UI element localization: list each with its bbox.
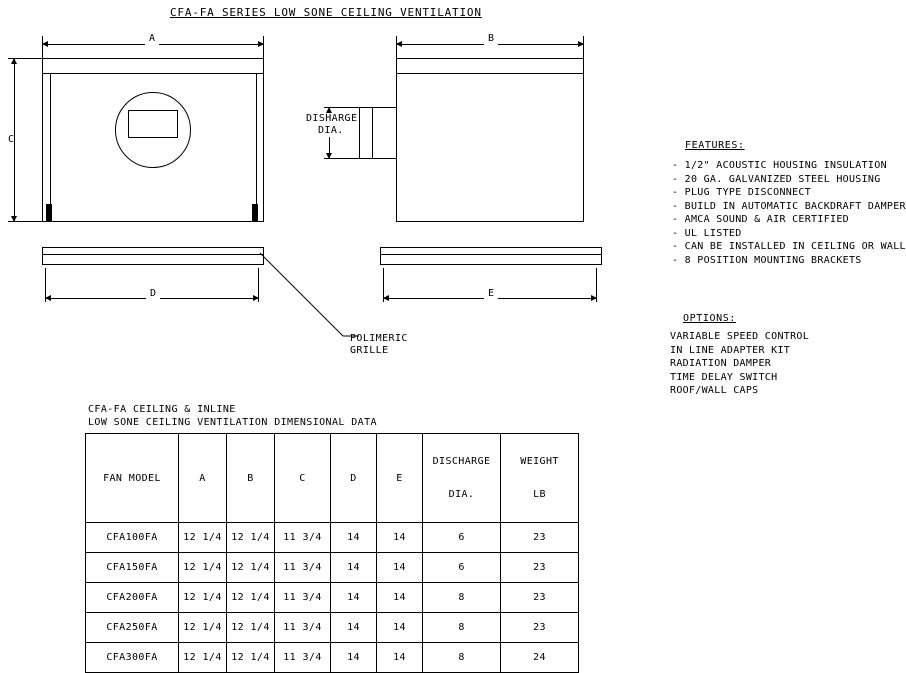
table-header-row — [86, 434, 579, 523]
cell-e: 14 — [377, 583, 423, 613]
cell-d: 14 — [331, 643, 377, 673]
plan-view-right-body — [380, 247, 602, 265]
feature-item: - 20 GA. GALVANIZED STEEL HOUSING — [672, 173, 881, 185]
dim-e-ext-right — [596, 268, 597, 302]
option-item: ROOF/WALL CAPS — [670, 385, 759, 396]
front-view-grille-rect — [128, 110, 178, 138]
dim-e-ext-left — [383, 268, 384, 302]
cell-discharge: 8 — [423, 613, 501, 643]
dim-label-e: E — [484, 288, 498, 300]
header-b: B — [227, 434, 275, 523]
dim-label-b: B — [484, 33, 498, 45]
cell-model: CFA150FA — [86, 553, 179, 583]
table-row — [86, 553, 579, 583]
cell-b: 12 1/4 — [227, 613, 275, 643]
table-row — [86, 643, 579, 673]
front-view-foot-right — [252, 204, 258, 221]
cell-weight: 23 — [501, 553, 579, 583]
dim-b-ext-right — [583, 36, 584, 58]
table-row — [86, 523, 579, 553]
header-a: A — [179, 434, 227, 523]
header-weight — [501, 434, 579, 523]
front-view-top-band — [43, 73, 263, 74]
option-item: IN LINE ADAPTER KIT — [670, 344, 791, 356]
feature-item: - BUILD IN AUTOMATIC BACKDRAFT DAMPER — [672, 200, 906, 212]
table-caption-line1: CFA-FA CEILING & INLINE — [88, 404, 236, 415]
cell-c: 11 3/4 — [275, 583, 331, 613]
cell-c: 11 3/4 — [275, 643, 331, 673]
header-weight-line2: LB — [533, 489, 546, 500]
cell-d: 14 — [331, 613, 377, 643]
cell-e: 14 — [377, 643, 423, 673]
cell-c: 11 3/4 — [275, 613, 331, 643]
cell-model: CFA100FA — [86, 523, 179, 553]
table-row — [86, 583, 579, 613]
header-d: D — [331, 434, 377, 523]
plan-view-left-body — [42, 247, 264, 265]
cell-weight: 23 — [501, 523, 579, 553]
cell-e: 14 — [377, 523, 423, 553]
page-title: CFA-FA SERIES LOW SONE CEILING VENTILATION — [170, 6, 482, 19]
side-view-housing — [396, 58, 584, 222]
table-caption-line2: LOW SONE CEILING VENTILATION DIMENSIONAL DATA — [88, 417, 377, 428]
cell-a: 12 1/4 — [179, 553, 227, 583]
dim-discharge-ext-top — [324, 107, 362, 108]
dim-c-ext-top — [8, 58, 44, 59]
front-view-bracket-left — [50, 73, 51, 221]
feature-item: - UL LISTED — [672, 227, 742, 239]
dimensional-data-table-wrap — [85, 433, 579, 673]
side-view-discharge-collar — [359, 107, 397, 159]
header-discharge-dia — [423, 434, 501, 523]
cell-b: 12 1/4 — [227, 643, 275, 673]
cell-discharge: 6 — [423, 523, 501, 553]
header-weight-line1: WEIGHT — [520, 456, 559, 467]
cell-model: CFA300FA — [86, 643, 179, 673]
option-item: VARIABLE SPEED CONTROL — [670, 331, 810, 342]
header-fan-model: FAN MODEL — [86, 434, 179, 523]
grille-callout-leader — [255, 250, 365, 345]
grille-callout-line1: POLIMERIC — [350, 333, 408, 344]
front-view-foot-left — [46, 204, 52, 221]
dim-label-c: C — [8, 134, 15, 145]
cell-discharge: 8 — [423, 643, 501, 673]
cell-discharge: 6 — [423, 553, 501, 583]
feature-item: - 1/2" ACOUSTIC HOUSING INSULATION — [672, 160, 887, 171]
cell-d: 14 — [331, 523, 377, 553]
cell-e: 14 — [377, 553, 423, 583]
options-list — [670, 330, 895, 398]
header-discharge-line2: DIA. — [448, 489, 475, 500]
cell-b: 12 1/4 — [227, 583, 275, 613]
table-row — [86, 613, 579, 643]
cell-a: 12 1/4 — [179, 583, 227, 613]
cell-weight: 23 — [501, 613, 579, 643]
dim-d-ext-left — [45, 268, 46, 302]
cell-d: 14 — [331, 583, 377, 613]
feature-item: - PLUG TYPE DISCONNECT — [672, 187, 812, 198]
cell-weight: 23 — [501, 583, 579, 613]
cell-a: 12 1/4 — [179, 523, 227, 553]
grille-callout-line2: GRILLE — [350, 345, 389, 356]
dim-c-ext-bottom — [8, 221, 44, 222]
cell-model: CFA250FA — [86, 613, 179, 643]
cell-discharge: 8 — [423, 583, 501, 613]
cell-d: 14 — [331, 553, 377, 583]
feature-item: - CAN BE INSTALLED IN CEILING OR WALL — [672, 241, 906, 252]
dimensional-data-table — [85, 433, 579, 673]
cell-b: 12 1/4 — [227, 553, 275, 583]
cell-weight: 24 — [501, 643, 579, 673]
cell-a: 12 1/4 — [179, 613, 227, 643]
options-heading: OPTIONS: — [683, 313, 736, 324]
dim-a-ext-right — [263, 36, 264, 58]
header-c: C — [275, 434, 331, 523]
header-e: E — [377, 434, 423, 523]
cell-c: 11 3/4 — [275, 553, 331, 583]
cell-b: 12 1/4 — [227, 523, 275, 553]
cell-e: 14 — [377, 613, 423, 643]
features-heading: FEATURES: — [685, 140, 745, 151]
dim-label-a: A — [145, 33, 159, 45]
dim-label-discharge-1: DISHARGE — [306, 113, 358, 124]
option-item: RADIATION DAMPER — [670, 358, 772, 369]
side-view-collar-flange — [372, 108, 373, 158]
dim-label-discharge-2: DIA. — [318, 125, 344, 136]
front-view-bracket-right — [256, 73, 257, 221]
plan-view-right-inner-line — [381, 254, 601, 255]
option-item: TIME DELAY SWITCH — [670, 371, 778, 383]
cell-a: 12 1/4 — [179, 643, 227, 673]
side-view-top-band — [397, 73, 583, 74]
cell-model: CFA200FA — [86, 583, 179, 613]
dim-b-ext-left — [396, 36, 397, 58]
dim-discharge-ext-bottom — [324, 158, 362, 159]
plan-view-left-inner-line — [43, 254, 263, 255]
features-list — [672, 159, 906, 267]
header-discharge-line1: DISCHARGE — [432, 456, 491, 467]
dim-label-d: D — [146, 288, 160, 300]
feature-item: - AMCA SOUND & AIR CERTIFIED — [672, 214, 849, 225]
dim-a-ext-left — [42, 36, 43, 58]
cell-c: 11 3/4 — [275, 523, 331, 553]
feature-item: - 8 POSITION MOUNTING BRACKETS — [672, 254, 862, 266]
